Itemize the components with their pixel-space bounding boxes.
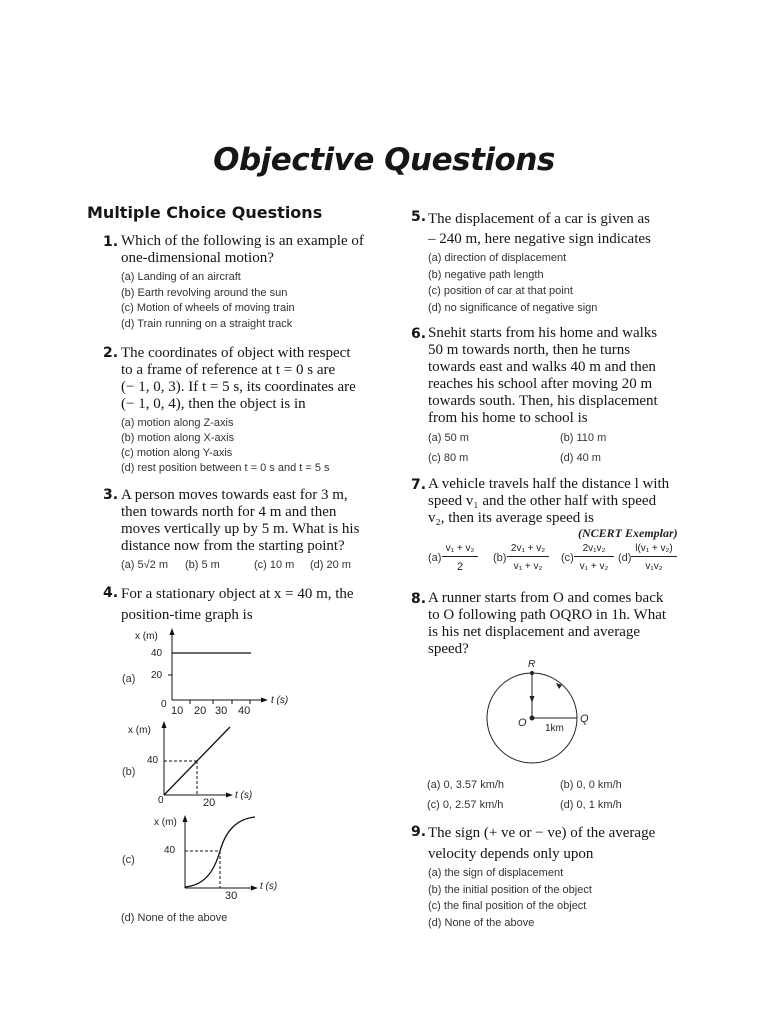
question-number: 4. [103, 585, 119, 601]
y-tick-label: 20 [151, 670, 163, 681]
origin-label: 0 [158, 795, 164, 806]
option[interactable]: (d) None of the above [428, 916, 535, 929]
question-line: 50 m towards north, then he turns [428, 342, 631, 358]
option[interactable]: (c) 80 m [428, 452, 469, 464]
y-tick-label: 40 [151, 648, 163, 659]
fraction-d [631, 543, 677, 572]
option[interactable]: (d) rest position between t = 0 s and t = 5 s [121, 462, 330, 474]
question-line: The coordinates of object with respect [121, 345, 351, 361]
fraction-b [507, 543, 549, 572]
question-7-text [428, 476, 669, 527]
option-label[interactable]: (c) [561, 552, 574, 564]
option[interactable]: (d) 0, 1 km/h [560, 799, 622, 811]
numerator: 2v₁v₂ [574, 543, 614, 557]
x-tick-label: 30 [215, 705, 228, 717]
question-line: – 240 m, here negative sign indicates [428, 231, 651, 247]
question-line: speed? [428, 641, 469, 657]
question-line: Which of the following is an example of [121, 233, 364, 249]
fraction-a [442, 543, 478, 573]
option[interactable]: (d) 40 m [560, 452, 601, 464]
section-heading: Multiple Choice Questions [87, 203, 323, 222]
question-line: (− 1, 0, 4), then the object is in [121, 396, 306, 412]
question-line: to a frame of reference at t = 0 s are [121, 362, 336, 378]
question-line: distance now from the starting point? [121, 538, 345, 554]
option[interactable]: (a) Landing of an aircraft [121, 271, 241, 283]
question-1-options [121, 270, 295, 332]
question-line: speed v₁ and the other half with speed [428, 493, 657, 509]
question-number: 8. [411, 591, 427, 607]
question-line: to O following path OQRO in 1h. What [428, 607, 667, 623]
question-number: 7. [411, 477, 427, 493]
option[interactable]: (d) 20 m [310, 559, 351, 571]
radius-label: 1km [545, 723, 564, 734]
question-line: Snehit starts from his home and walks [428, 325, 658, 341]
question-2-options [121, 416, 330, 476]
option[interactable]: (d) Train running on a straight track [121, 317, 293, 330]
option[interactable]: (b) 110 m [560, 432, 607, 444]
point-r-label: R [528, 659, 536, 670]
option[interactable]: (a) direction of displacement [428, 252, 567, 264]
option-label[interactable]: (a) [122, 673, 136, 685]
question-5-options [428, 250, 597, 316]
question-line: The displacement of a car is given as [428, 211, 650, 227]
question-number: 9. [411, 824, 427, 840]
numerator: 2v₁ + v₂ [507, 543, 549, 557]
question-line: v₂, then its average speed is [428, 510, 595, 526]
numerator: l(v₁ + v₂) [631, 543, 677, 557]
origin-label: 0 [161, 699, 167, 710]
option-label[interactable]: (b) [122, 766, 136, 778]
source-note: (NCERT Exemplar) [578, 526, 678, 540]
option[interactable]: (a) motion along Z-axis [121, 417, 234, 429]
option[interactable]: (b) Earth revolving around the sun [121, 286, 288, 299]
option[interactable]: (b) the initial position of the object [428, 883, 592, 896]
option[interactable]: (c) Motion of wheels of moving train [121, 302, 295, 314]
question-line: moves vertically up by 5 m. What is his [121, 521, 360, 537]
question-line: towards south. Then, his displacement [428, 393, 658, 409]
y-axis-label: x (m) [154, 817, 177, 828]
option-label[interactable]: (b) [493, 552, 507, 564]
question-9-options [428, 865, 592, 931]
question-line: reaches his school after moving 20 m [428, 376, 653, 392]
option-label[interactable]: (a) [428, 552, 442, 564]
question-line: The sign (+ ve or − ve) of the average [428, 825, 656, 841]
x-tick-label: 20 [203, 797, 216, 809]
option[interactable]: (a) 5√2 m [121, 559, 168, 571]
question-1-text [121, 233, 364, 267]
denominator: v₁ + v₂ [579, 561, 609, 572]
x-axis-label: t (s) [271, 695, 289, 706]
x-tick-label: 30 [225, 890, 238, 902]
denominator: v₁v₂ [645, 561, 663, 572]
x-tick-label: 20 [194, 705, 207, 717]
option[interactable]: (c) motion along Y-axis [121, 447, 233, 459]
question-line: position-time graph is [121, 607, 253, 623]
option[interactable]: (b) 5 m [185, 559, 220, 571]
x-axis-label: t (s) [235, 790, 253, 801]
y-axis-label: x (m) [128, 725, 151, 736]
question-6-text [428, 325, 658, 427]
question-line: then towards north for 4 m and then [121, 504, 337, 520]
question-line: is his net displacement and average [428, 624, 641, 640]
question-line: For a stationary object at x = 40 m, the [121, 586, 354, 602]
x-tick-label: 40 [238, 705, 251, 717]
option-label[interactable]: (d) [618, 552, 632, 564]
question-5-text [428, 209, 651, 249]
fraction-c [574, 543, 614, 572]
option[interactable]: (a) the sign of displacement [428, 867, 564, 879]
y-tick-label: 40 [164, 845, 176, 856]
question-2-text [121, 345, 356, 413]
question-line: A runner starts from O and comes back [428, 590, 664, 606]
option[interactable]: (c) the final position of the object [428, 900, 587, 912]
question-line: (− 1, 0, 3). If t = 5 s, its coordinates are [121, 379, 356, 395]
question-line: towards east and walks 40 m and then [428, 359, 656, 375]
point-o-label: O [518, 717, 527, 729]
graph-a [125, 625, 305, 720]
point-q-label: Q [580, 713, 589, 725]
question-line: from his home to school is [428, 410, 588, 426]
question-4-text [121, 584, 354, 626]
question-line: A person moves towards east for 3 m, [121, 487, 348, 503]
option[interactable]: (c) 10 m [254, 559, 295, 571]
x-axis-label: t (s) [260, 881, 278, 892]
y-axis-label: x (m) [135, 631, 158, 642]
question-8-text [428, 590, 666, 658]
page-title: Objective Questions [213, 142, 555, 178]
option[interactable]: (c) position of car at that point [428, 285, 573, 297]
question-number: 6. [411, 326, 427, 342]
question-line: one-dimensional motion? [121, 250, 274, 266]
graph-b [125, 718, 305, 810]
numerator: v₁ + v₂ [442, 543, 478, 557]
question-number: 5. [411, 209, 427, 225]
denominator: 2 [456, 561, 464, 573]
denominator: v₁ + v₂ [513, 561, 543, 572]
option[interactable]: (b) negative path length [428, 268, 544, 281]
option[interactable]: (d) None of the above [121, 912, 228, 924]
circular-path-diagram [480, 655, 600, 775]
question-3-text [121, 487, 359, 555]
option[interactable]: (b) 0, 0 km/h [560, 779, 622, 791]
option-label[interactable]: (c) [122, 854, 135, 866]
option[interactable]: (a) 50 m [428, 432, 469, 444]
option[interactable]: (a) 0, 3.57 km/h [427, 779, 505, 791]
option[interactable]: (c) 0, 2.57 km/h [427, 799, 504, 811]
question-9-text [428, 823, 655, 865]
question-line: velocity depends only upon [428, 846, 594, 862]
option[interactable]: (b) motion along X-axis [121, 432, 235, 444]
question-number: 1. [103, 234, 119, 250]
y-tick-label: 40 [147, 755, 159, 766]
x-tick-label: 10 [171, 705, 184, 717]
question-number: 2. [103, 345, 119, 361]
option[interactable]: (d) no significance of negative sign [428, 301, 598, 314]
graph-c [145, 808, 305, 904]
question-number: 3. [103, 487, 119, 503]
question-line: A vehicle travels half the distance l with [428, 476, 670, 492]
